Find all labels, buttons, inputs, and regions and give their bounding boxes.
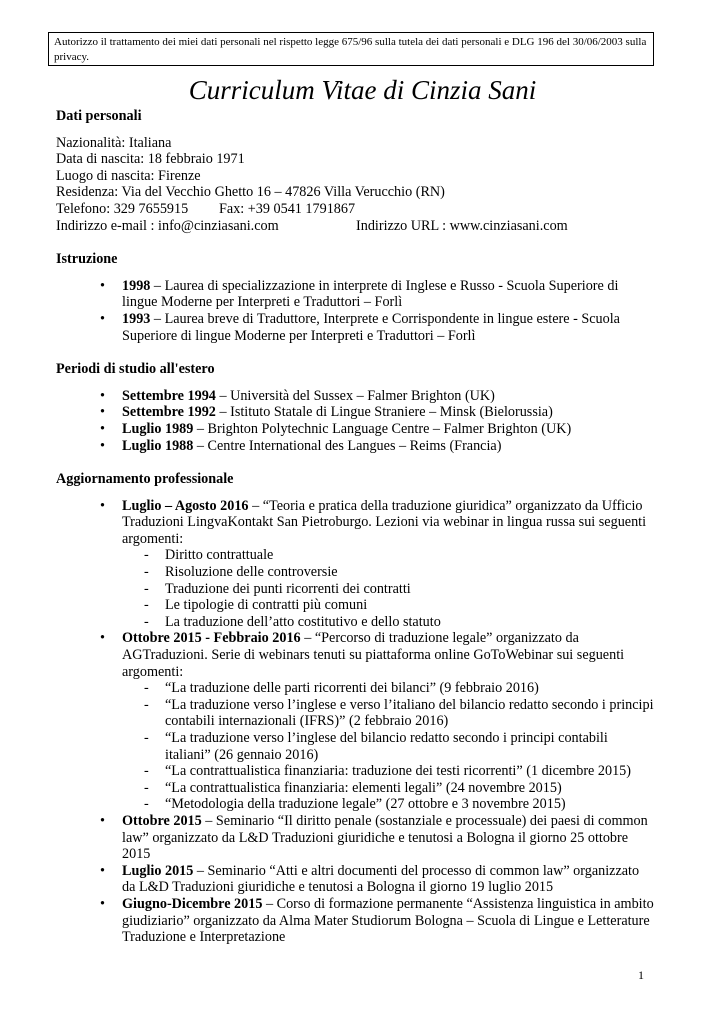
item-text: – Laurea breve di Traduttore, Interprete e Corrispondente in lingue estere - Scuola Superiore di lingue Moderne per Interpreti e Traduttori – Forlì xyxy=(122,310,620,344)
birth-date: Data di nascita: 18 febbraio 1971 xyxy=(56,151,245,168)
sub-item: - “La traduzione delle parti ricorrenti dei bilanci” (9 febbraio 2016) xyxy=(122,680,656,697)
sub-item: - Le tipologie di contratti più comuni xyxy=(122,597,656,614)
phone: Telefono: 329 7655915 xyxy=(56,200,189,217)
item-text: – Istituto Statale di Lingue Straniere – Minsk (Bielorussia) xyxy=(215,404,553,421)
list-item xyxy=(56,404,656,421)
item-text: – Università del Sussex – Falmer Brighton (UK) xyxy=(215,387,495,404)
website-url: Indirizzo URL : www.cinziasani.com xyxy=(356,217,568,234)
sub-item: - “La traduzione verso l’inglese del bilancio redatto secondo i principi contabili italiani” (26 gennaio 2016) xyxy=(122,730,656,763)
nationality: Nazionalità: Italiana xyxy=(56,134,172,151)
item-date: Ottobre 2015 xyxy=(122,812,202,829)
item-text: – “Percorso di traduzione legale” organizzato da AGTraduzioni. Serie di webinars tenuti su piattaforma online GoToWebinar sui seguenti argomenti: xyxy=(122,630,625,680)
item-date: 1993 xyxy=(122,310,151,327)
item-text: – Seminario “Atti e altri documenti del processo di common law” organizzato da L&D Traduzioni giuridiche e tenutosi a Bologna il giorno 19 luglio 2015 xyxy=(122,862,640,896)
email-url-row xyxy=(56,218,656,235)
sub-list xyxy=(122,547,656,630)
sub-item: - “La traduzione verso l’inglese e verso l’italiano del bilancio redatto secondo i principi contabili internazionali (IFRS)” (2 febbraio 2016) xyxy=(122,697,656,730)
list-item xyxy=(56,421,656,438)
birth-place: Luogo di nascita: Firenze xyxy=(56,167,201,184)
email: Indirizzo e-mail : info@cinziasani.com xyxy=(56,217,279,234)
list-item xyxy=(56,388,656,405)
page-number: 1 xyxy=(638,968,644,982)
sub-item: - La traduzione dell’atto costitutivo e dello statuto xyxy=(122,614,656,631)
sub-item: - Diritto contrattuale xyxy=(122,547,656,564)
item-date: Luglio 1989 xyxy=(122,420,194,437)
item-text: – Seminario “Il diritto penale (sostanziale e processuale) dei paesi di common law” organizzato da L&D Traduzioni giuridiche e tenutosi a Bologna il giorno 25 ottobre 2015 xyxy=(122,812,648,863)
page-title: Curriculum Vitae di Cinzia Sani xyxy=(188,75,537,105)
item-text: – “Teoria e pratica della traduzione giuridica” organizzato da Ufficio Traduzioni LingvaKontakt San Pietroburgo. Lezioni via webinar in lingua russa sui seguenti argomenti: xyxy=(122,497,647,547)
list-item xyxy=(56,896,656,946)
sub-item: - Traduzione dei punti ricorrenti dei contratti xyxy=(122,581,656,598)
cv-content xyxy=(56,108,656,946)
education-list xyxy=(56,278,656,344)
phone-fax-row xyxy=(56,201,656,218)
residence: Residenza: Via del Vecchio Ghetto 16 – 47826 Villa Verucchio (RN) xyxy=(56,184,445,201)
sub-list xyxy=(122,680,656,813)
privacy-notice: Autorizzo il trattamento dei miei dati personali nel rispetto legge 675/96 sulla tutela dei dati personali e DLG 196 del 30/06/2003 sulla privacy. xyxy=(48,32,654,66)
item-text: – Corso di formazione permanente “Assistenza linguistica in ambito giudiziario” organizzato da Alma Mater Studiorum Bologna – Scuola di Lingue e Letterature Traduzione e Interpretazione xyxy=(122,895,654,946)
item-date: Luglio 2015 xyxy=(122,862,194,879)
list-item xyxy=(56,438,656,455)
sub-item: - “La contrattualistica finanziaria: traduzione dei testi ricorrenti” (1 dicembre 2015) xyxy=(122,763,656,780)
sub-item: - “La contrattualistica finanziaria: elementi legali” (24 novembre 2015) xyxy=(122,780,656,797)
education-heading: Istruzione xyxy=(56,251,118,268)
item-date: Ottobre 2015 - Febbraio 2016 xyxy=(122,630,301,647)
list-item xyxy=(56,630,656,813)
fax: Fax: +39 0541 1791867 xyxy=(219,200,356,217)
list-item xyxy=(56,311,656,344)
item-date: 1998 xyxy=(122,277,151,294)
abroad-list xyxy=(56,388,656,454)
item-text: – Brighton Polytechnic Language Centre – Falmer Brighton (UK) xyxy=(193,420,572,437)
list-item xyxy=(56,863,656,896)
training-list xyxy=(56,498,656,946)
item-date: Luglio – Agosto 2016 xyxy=(122,497,249,514)
list-item xyxy=(56,813,656,863)
training-heading: Aggiornamento professionale xyxy=(56,471,234,488)
item-date: Settembre 1994 xyxy=(122,387,216,404)
item-text: – Centre International des Langues – Reims (Francia) xyxy=(193,437,502,454)
sub-item: - Risoluzione delle controversie xyxy=(122,564,656,581)
item-date: Luglio 1988 xyxy=(122,437,194,454)
item-text: – Laurea di specializzazione in interprete di Inglese e Russo - Scuola Superiore di lingue Moderne per Interpreti e Traduttori – Forlì xyxy=(122,277,619,311)
personal-heading: Dati personali xyxy=(56,108,142,124)
list-item xyxy=(56,498,656,631)
item-date: Giugno-Dicembre 2015 xyxy=(122,895,263,912)
sub-item: - “Metodologia della traduzione legale” (27 ottobre e 3 novembre 2015) xyxy=(122,796,656,813)
abroad-heading: Periodi di studio all'estero xyxy=(56,361,215,378)
item-date: Settembre 1992 xyxy=(122,404,216,421)
list-item xyxy=(56,278,656,311)
